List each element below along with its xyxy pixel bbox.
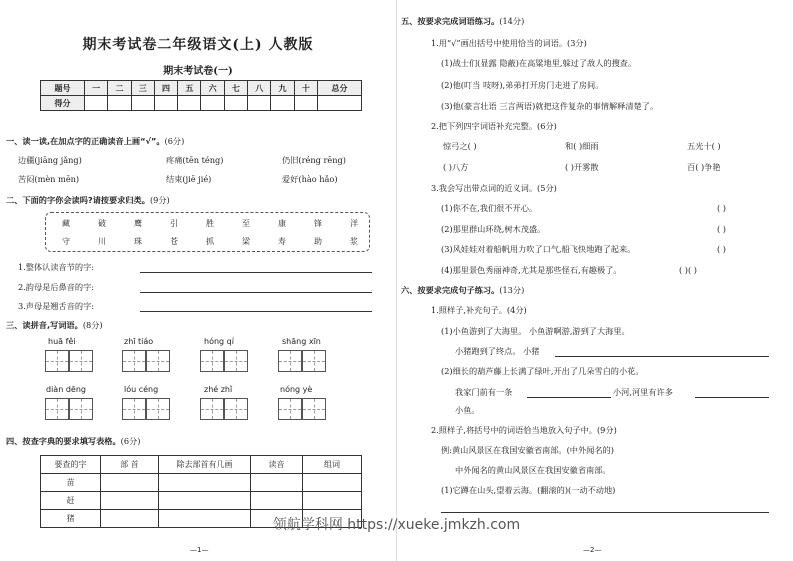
pinyin: zhé zhǐ: [204, 385, 233, 394]
s2-q2-answer-line[interactable]: [140, 292, 372, 293]
section-1-heading: 一、读一读,在加点字的正确读音上画“√”。: [6, 136, 165, 146]
s5-q1-item: (1)战士们(显露 隐蔽)在高粱地里,躲过了敌人的搜查。: [441, 58, 637, 68]
dict-cell[interactable]: [303, 474, 362, 492]
writing-box[interactable]: [45, 350, 69, 372]
writing-box[interactable]: [200, 398, 224, 420]
section-6-points: (13分): [499, 285, 525, 295]
section-6-heading: 六、按要求完成句子练习。: [401, 285, 500, 295]
score-header: 八: [248, 81, 271, 96]
score-header: 二: [108, 81, 131, 96]
dict-header: 部 首: [101, 456, 159, 474]
s2-q1-answer-line[interactable]: [140, 272, 372, 273]
s6-q1-example-2: (2)细长的葫芦藤上长满了绿叶,开出了几朵雪白的小花。: [441, 366, 644, 376]
section-1-points: (6分): [164, 136, 185, 146]
score-header: 题号: [41, 81, 85, 96]
s5-q3: 3.我会写出带点词的近义词。(5分): [431, 183, 557, 193]
score-header: 十: [294, 81, 317, 96]
s5-q1-item: (2)他(叮当 吱呀),弟弟打开房门走进了房间。: [441, 80, 604, 90]
score-cell[interactable]: [154, 96, 177, 111]
char: 康: [278, 219, 286, 228]
idiom: 五光十( ): [687, 141, 721, 151]
dict-row: [41, 492, 362, 510]
s5-q1: 1.用“√”画出括号中使用恰当的词语。(3分): [431, 38, 587, 48]
score-cell[interactable]: [248, 96, 271, 111]
idiom: 百( )争艳: [687, 162, 721, 172]
synonym-blank[interactable]: ( ): [717, 203, 726, 213]
char: 引: [170, 219, 178, 228]
char: 鹰: [134, 219, 142, 228]
writing-box[interactable]: [122, 350, 146, 372]
dict-header: 除去部首有几画: [159, 456, 251, 474]
score-header: 一: [85, 81, 108, 96]
s5-q1-item: (3)他(豪言壮语 三言两语)就把这件复杂的事情解释清楚了。: [441, 101, 659, 111]
writing-box[interactable]: [278, 398, 302, 420]
s6-q1-fill-2a: 我家门前有一条: [455, 387, 513, 397]
s1-item: 结束(jiē jié): [166, 174, 212, 184]
dict-char: 苗: [41, 474, 101, 492]
s6-q1-example: (1)小鱼游到了大海里。 小鱼游啊游,游到了大海里。: [441, 326, 630, 336]
char: 珠: [134, 237, 142, 246]
writing-box[interactable]: [302, 350, 326, 372]
s5-q3-item: (2)那里群山环绕,树木茂盛。: [441, 224, 546, 234]
left-page: [0, 0, 396, 561]
dict-char: 赶: [41, 492, 101, 510]
char: 寿: [278, 237, 286, 246]
score-header-row: [41, 81, 362, 96]
dict-cell[interactable]: [303, 492, 362, 510]
dict-header: 要查的字: [41, 456, 101, 474]
s5-q3-item: (1)你不在,我们很不开心。: [441, 203, 538, 213]
char: 川: [98, 237, 106, 246]
char: 助: [314, 237, 322, 246]
idiom: 和( )细雨: [565, 141, 599, 151]
s6-q2-item: (1)它蹲在山头,望着云海。(翻滚的)(一动不动地): [441, 485, 616, 495]
char: 至: [242, 219, 250, 228]
score-header: 四: [154, 81, 177, 96]
s6-q1-answer-line[interactable]: [555, 356, 769, 357]
char: 守: [62, 237, 70, 246]
section-4-points: (6分): [120, 436, 141, 446]
s1-item: 苦闷(mèn mēn): [18, 174, 80, 184]
pinyin: zhī tiáo: [124, 337, 154, 346]
pinyin: huā fěi: [48, 337, 76, 346]
char-row-2: [62, 236, 358, 247]
writing-box[interactable]: [69, 350, 93, 372]
pinyin: shāng xīn: [282, 337, 321, 346]
char: 洋: [350, 219, 358, 228]
watermark: 领航学科网 https://xueke.jmkzh.com: [272, 517, 521, 533]
writing-box[interactable]: [69, 398, 93, 420]
section-1-title: [6, 136, 184, 147]
s5-q3-item: (3)风娃娃对着船帆用力吹了口气,船飞快地跑了起来。: [441, 244, 636, 254]
char-box: [45, 212, 370, 252]
dict-header: 组词: [303, 456, 362, 474]
right-page: [397, 0, 793, 561]
section-5-heading: 五、按要求完成词语练习。: [401, 16, 500, 26]
s6-q1-fill-2c: 小鱼。: [455, 405, 480, 415]
idiom: 惊弓之( ): [443, 141, 477, 151]
s6-q2-example: 例:黄山风景区在我国安徽省南部。(中外闻名的): [441, 445, 614, 455]
s6-q2-answer-line[interactable]: [441, 512, 769, 513]
score-header: 总分: [317, 81, 361, 96]
score-cell[interactable]: [131, 96, 154, 111]
dict-cell[interactable]: [101, 474, 159, 492]
writing-box[interactable]: [122, 398, 146, 420]
idiom: ( )开雾散: [565, 162, 599, 172]
score-header: 九: [271, 81, 294, 96]
score-header: 五: [178, 81, 201, 96]
section-5-title: [401, 16, 524, 27]
section-4-title: [6, 436, 140, 447]
s5-q3-item: (4)那里景色秀丽神奇,尤其是那些怪石,有趣极了。: [441, 265, 622, 275]
s6-q1-fill: 小猪跑到了终点。 小猪: [455, 346, 540, 356]
dict-header: 读音: [251, 456, 303, 474]
score-row-label: 得分: [41, 96, 85, 111]
pinyin: hóng qí: [204, 337, 234, 346]
char: 锋: [314, 219, 322, 228]
s2-q2: 2.韵母是后鼻音的字:: [18, 282, 95, 292]
char: 浆: [350, 237, 358, 246]
writing-box[interactable]: [278, 350, 302, 372]
section-3-title: [6, 320, 103, 331]
section-3-heading: 三、读拼音,写词语。: [6, 320, 83, 330]
s6-q1-answer-line-2a[interactable]: [527, 397, 611, 398]
writing-box[interactable]: [224, 398, 248, 420]
s6-q1-answer-line-2b[interactable]: [695, 397, 769, 398]
char: 破: [98, 219, 106, 228]
score-value-row: [41, 96, 362, 111]
score-cell[interactable]: [317, 96, 361, 111]
dict-cell[interactable]: [251, 492, 303, 510]
pinyin: nóng yè: [280, 385, 313, 394]
writing-box[interactable]: [224, 350, 248, 372]
s6-q2: 2.照样子,将括号中的词语恰当地放入句子中。(9分): [431, 425, 617, 435]
s1-item: 边疆(jiāng jǎng): [18, 155, 82, 165]
section-4-heading: 四、按查字典的要求填写表格。: [6, 436, 121, 446]
writing-box[interactable]: [302, 398, 326, 420]
score-cell[interactable]: [271, 96, 294, 111]
score-header: 三: [131, 81, 154, 96]
synonym-blank[interactable]: ( ): [717, 224, 726, 234]
exam-title: 期末考试卷二年级语文(上) 人教版: [82, 37, 314, 53]
page-number-right: —2—: [583, 546, 602, 554]
exam-subtitle: 期末考试卷(一): [163, 66, 233, 77]
writing-box[interactable]: [200, 350, 224, 372]
score-cell[interactable]: [201, 96, 224, 111]
section-2-heading: 二、下面的字你会读吗?请按要求归类。: [6, 195, 150, 205]
dict-cell[interactable]: [251, 474, 303, 492]
synonym-blank[interactable]: ( ): [717, 244, 726, 254]
s6-q1: 1.照样子,补充句子。(4分): [431, 305, 527, 315]
char: 苍: [170, 237, 178, 246]
writing-box[interactable]: [146, 398, 170, 420]
s6-q2-answer-example: 中外闻名的黄山风景区在我国安徽省南部。: [455, 465, 611, 475]
s2-q3: 3.声母是翘舌音的字:: [18, 301, 95, 311]
s2-q3-answer-line[interactable]: [140, 311, 372, 312]
char: 胜: [206, 219, 214, 228]
dict-header-row: [41, 456, 362, 474]
section-2-points: (9分): [149, 195, 170, 205]
char: 抓: [206, 237, 214, 246]
s2-q1: 1.整体认读音节的字:: [18, 262, 95, 272]
score-cell[interactable]: [85, 96, 108, 111]
score-cell[interactable]: [224, 96, 247, 111]
char-row-1: [62, 218, 358, 229]
score-header: 六: [201, 81, 224, 96]
synonym-blank[interactable]: ( )( ): [679, 265, 697, 275]
score-cell[interactable]: [178, 96, 201, 111]
s6-q1-fill-2b: 小河,河里有许多: [613, 387, 673, 397]
s1-item: 爱好(hào hǎo): [282, 174, 338, 184]
section-6-title: [401, 285, 524, 296]
section-2-title: [6, 195, 170, 206]
s5-q2: 2.把下列四字词语补充完整。(6分): [431, 121, 557, 131]
section-5-points: (14分): [499, 16, 525, 26]
writing-box[interactable]: [45, 398, 69, 420]
s1-item: 疼痛(tēn téng): [166, 155, 224, 165]
pinyin: lóu céng: [124, 385, 159, 394]
dict-row: [41, 474, 362, 492]
idiom: ( )八方: [443, 162, 469, 172]
dict-char: 猪: [41, 510, 101, 528]
score-header: 七: [224, 81, 247, 96]
char: 藏: [62, 219, 70, 228]
score-table: [40, 80, 362, 111]
s1-item: 仍旧(réng rēng): [282, 155, 346, 165]
page-number-left: —1—: [190, 546, 209, 554]
dict-cell[interactable]: [159, 492, 251, 510]
dict-cell[interactable]: [159, 474, 251, 492]
writing-box[interactable]: [146, 350, 170, 372]
score-cell[interactable]: [294, 96, 317, 111]
dict-cell[interactable]: [101, 492, 159, 510]
pinyin: diàn dēng: [46, 385, 86, 394]
char: 梁: [242, 237, 250, 246]
section-3-points: (8分): [82, 320, 103, 330]
score-cell[interactable]: [108, 96, 131, 111]
